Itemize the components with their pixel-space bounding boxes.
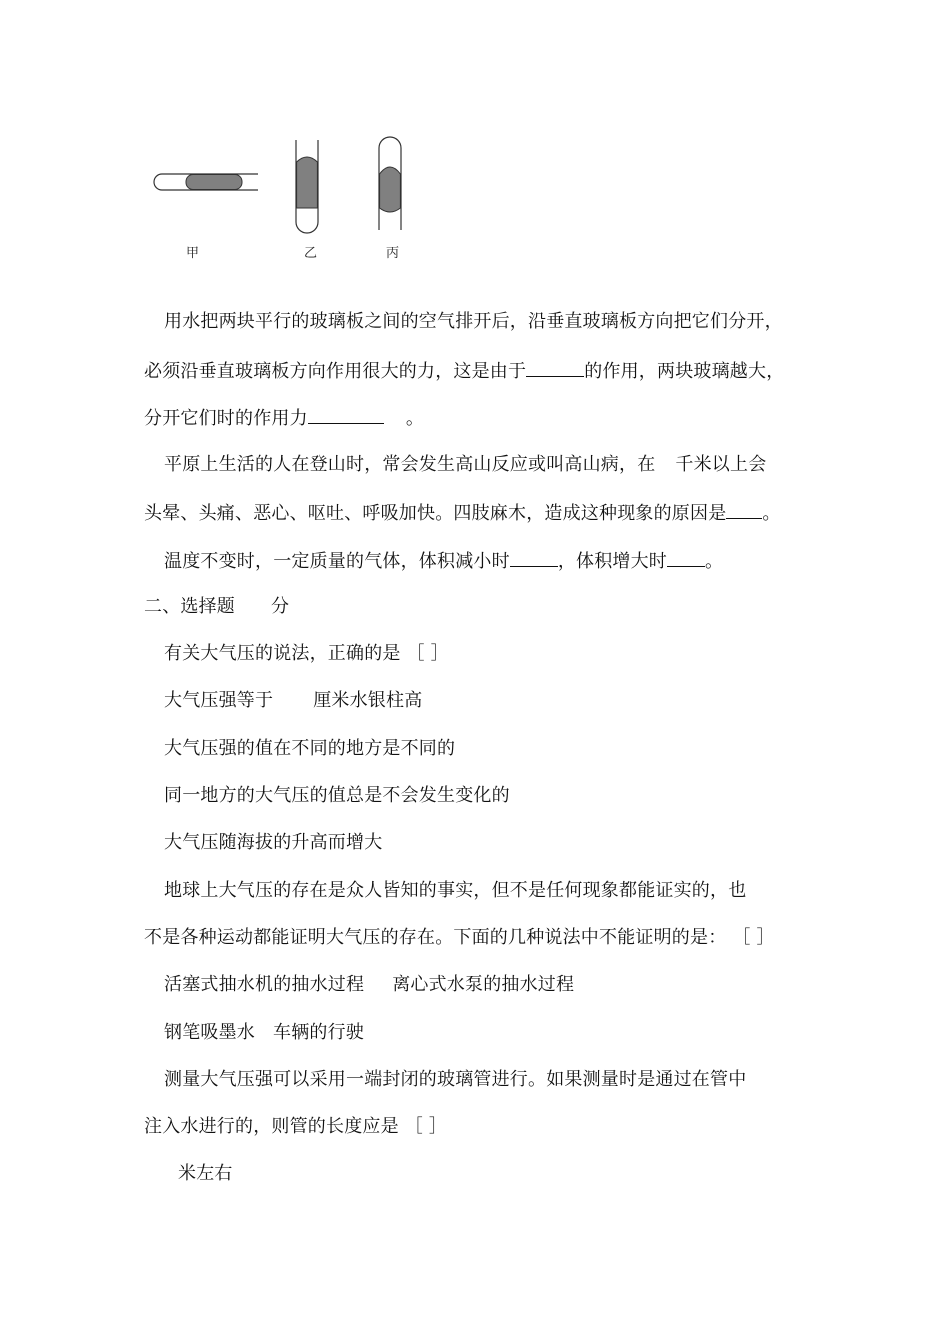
q-glass-line3-b: 。: [405, 408, 425, 429]
q-pressure-stem: 有关大气压的说法，正确的是 ［ ］: [164, 643, 449, 664]
answer-blank: [726, 500, 762, 519]
q-pressure-option-b: 大气压强的值在不同的地方是不同的: [164, 738, 456, 759]
q-glass-line3: [144, 405, 424, 431]
q-evidence-line2: 不是各种运动都能证明大气压的存在。下面的几种说法中不能证明的是： ［ ］: [144, 927, 775, 948]
q-pressure-option-a-text2: 厘米水银柱高: [313, 690, 423, 711]
q-gas-a: 温度不变时，一定质量的气体，体积减小时: [164, 551, 510, 572]
answer-blank: [667, 548, 705, 567]
q-mountain-line2-b: 。: [762, 503, 781, 524]
answer-blank: [308, 405, 384, 424]
q-gas-b: ，体积增大时: [557, 551, 668, 572]
q-evidence-option-c: 钢笔吸墨水: [164, 1022, 255, 1043]
section2-heading: [144, 595, 289, 619]
q-evidence-options-ab: [164, 973, 574, 997]
q-evidence-line1: 地球上大气压的存在是众人皆知的事实，但不是任何现象都能证实的，也: [164, 880, 747, 901]
q-glass-line2-b: 的作用，两块玻璃越大，: [584, 361, 785, 382]
section2-score: 分: [271, 596, 290, 617]
q-glass-line2-a: 必须沿垂直玻璃板方向作用很大的力，这是由于: [144, 361, 527, 382]
q-mountain-line1-a: 平原上生活的人在登山时，常会发生高山反应或叫高山病，在: [164, 454, 656, 475]
label-yi: 乙: [304, 246, 318, 261]
q-mountain-line1-b: 千米以上会: [675, 454, 767, 475]
answer-blank: [526, 358, 584, 377]
q-evidence-option-b: 离心式水泵的抽水过程: [392, 974, 575, 995]
mercury-jia: [186, 175, 242, 190]
q-pressure-option-c: 同一地方的大气压的值总是不会发生变化的: [164, 785, 510, 806]
q-evidence-option-a: 活塞式抽水机的抽水过程: [164, 974, 365, 995]
q-glass-line1: 用水把两块平行的玻璃板之间的空气排开后，沿垂直玻璃板方向把它们分开，: [164, 311, 783, 332]
q-gas-line: [164, 548, 723, 574]
q-mountain-line2: [144, 500, 781, 526]
q-pressure-option-d: 大气压随海拔的升高而增大: [164, 832, 383, 853]
q-tube-line2: 注入水进行的，则管的长度应是 ［ ］: [144, 1116, 448, 1137]
q-glass-line3-a: 分开它们时的作用力: [144, 408, 308, 429]
label-bing: 丙: [386, 246, 400, 261]
q-pressure-option-a: [164, 689, 422, 713]
section2-title: 二、选择题: [144, 596, 235, 617]
q-gas-c: 。: [705, 551, 724, 572]
q-tube-option-a: 米左右: [178, 1163, 233, 1184]
q-glass-line2: [144, 358, 784, 384]
mercury-bing: [380, 167, 401, 212]
label-jia: 甲: [186, 246, 200, 261]
q-mountain-line1: [164, 453, 766, 477]
q-pressure-option-a-text1: 大气压强等于: [164, 690, 274, 711]
mercury-yi: [297, 157, 318, 208]
answer-blank: [510, 548, 558, 567]
q-evidence-option-d: 车辆的行驶: [273, 1022, 364, 1043]
tube-figure: [140, 130, 440, 270]
q-tube-line1: 测量大气压强可以采用一端封闭的玻璃管进行。如果测量时是通过在管中: [164, 1069, 747, 1090]
q-mountain-line2-a: 头晕、头痛、恶心、呕吐、呼吸加快。四肢麻木，造成这种现象的原因是: [144, 503, 727, 524]
q-evidence-options-cd: [164, 1021, 364, 1045]
